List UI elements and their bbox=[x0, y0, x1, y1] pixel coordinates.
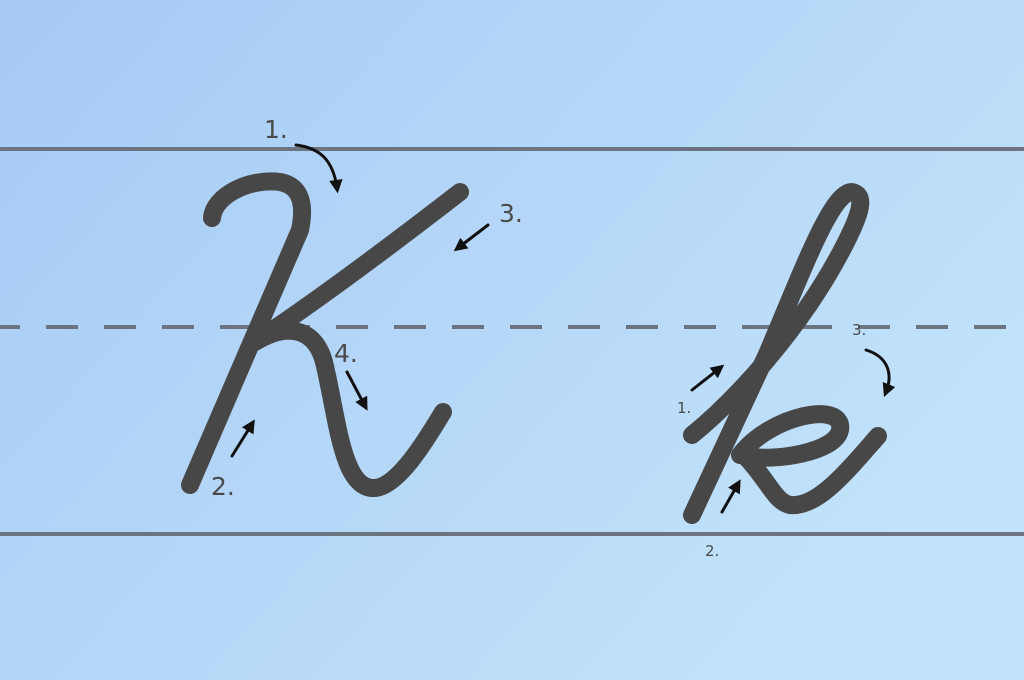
lowercase-step-2-label: 2. bbox=[705, 542, 720, 560]
lowercase-step-3-label: 3. bbox=[852, 321, 867, 339]
uppercase-step-4-label: 4. bbox=[334, 339, 358, 368]
uppercase-step-3-label: 3. bbox=[499, 199, 523, 228]
uppercase-step-2-label: 2. bbox=[211, 472, 235, 501]
lowercase-step-1-label: 1. bbox=[677, 399, 692, 417]
uppercase-step-1-label: 1. bbox=[264, 115, 288, 144]
